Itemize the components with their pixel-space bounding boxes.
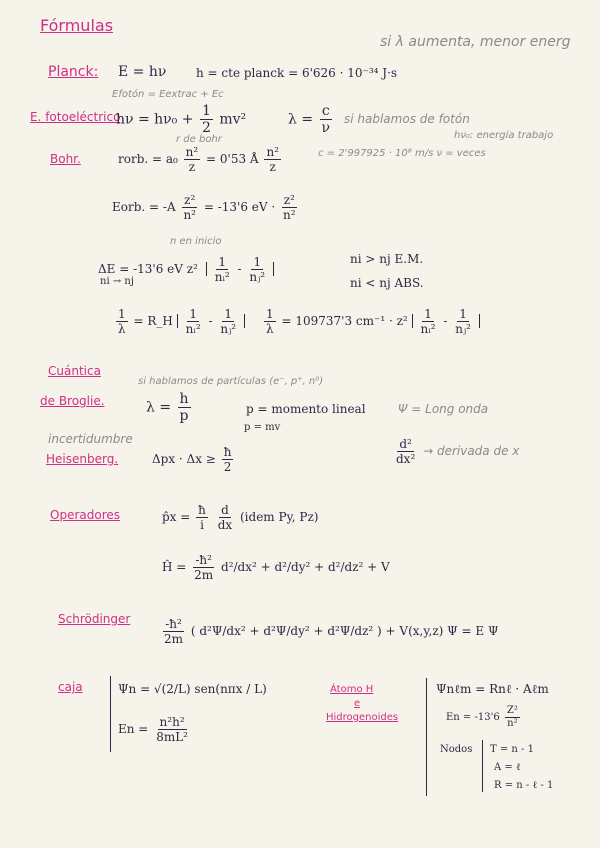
bohr-label: Bohr.: [50, 152, 81, 166]
mv2: mv²: [219, 111, 247, 128]
transition-sub: ni → nj: [100, 276, 134, 287]
page-title: Fórmulas: [40, 16, 114, 35]
ni2-b: nᵢ²: [185, 322, 201, 336]
px-lhs: p̂x =: [162, 510, 191, 524]
momentum-note: p = momento lineal: [246, 402, 366, 416]
deriv-num: d²: [399, 437, 412, 451]
half-den: 2: [201, 120, 211, 136]
nj2-c: nⱼ²: [455, 322, 471, 336]
heisenberg-label: Heisenberg.: [46, 452, 119, 466]
hydrogen-label-2: e: [354, 698, 361, 709]
ni2-a: nᵢ²: [214, 270, 230, 284]
photo-formula: [116, 104, 246, 135]
heis-hbar: ħ: [223, 445, 232, 459]
h-en-den: n²: [507, 718, 518, 729]
ham-laplacian: d²/dx² + d²/dy² + d²/dz²: [221, 560, 364, 574]
lambda-lhs: λ =: [288, 111, 314, 128]
px-dx: dx: [217, 518, 233, 532]
nodes-radial: R = n - ℓ - 1: [494, 780, 554, 791]
nodes-brace: [482, 740, 483, 792]
r-lhs: rorb. = a₀: [118, 152, 178, 166]
work-note: hν₀: energía trabajo: [454, 130, 554, 141]
minus-a: -: [237, 262, 242, 276]
minus-c: -: [443, 314, 448, 328]
inv-den: λ: [118, 322, 126, 336]
h-en-lhs: En = -13'6: [446, 712, 500, 723]
derivative-note: [392, 438, 519, 465]
px-idem: (idem Py, Pz): [240, 510, 319, 524]
rydberg-formula-1: [114, 308, 245, 335]
db-p: p: [179, 408, 189, 424]
planck-formula: E = hν: [118, 64, 167, 80]
schrodinger-label: Schrödinger: [58, 612, 131, 626]
e-den2: n²: [283, 208, 296, 222]
one-e: 1: [424, 307, 432, 321]
e-den: n²: [183, 208, 196, 222]
planck-constant: h = cte planck = 6'626 · 10⁻³⁴ J·s: [196, 66, 398, 80]
deriv-text: → derivada de x: [423, 444, 520, 458]
hydrogen-wavefunction: Ψnℓm = Rnℓ · Aℓm: [436, 682, 549, 696]
quantum-label: Cuántica: [48, 364, 101, 378]
corner-note: si λ aumenta, menor energ: [380, 34, 571, 50]
bohr-pencil-r: r de bohr: [176, 134, 222, 145]
momentum-operator: [162, 504, 318, 531]
heisenberg-formula: [152, 446, 235, 473]
sch-body: ( d²Ψ/dx² + d²Ψ/dy² + d²Ψ/dz² ) + V(x,y,z) Ψ = E Ψ: [190, 624, 499, 638]
hydrogen-label-3: Hidrogenoides: [326, 712, 399, 723]
inv2-num: 1: [266, 307, 274, 321]
r-den2: z: [269, 160, 276, 174]
r-num: n²: [185, 145, 199, 159]
box-en-lhs: En =: [118, 722, 149, 736]
de-lhs: ΔE = -13'6 eV z²: [98, 262, 198, 276]
nj2-a: nⱼ²: [249, 270, 266, 284]
photo-label: E. fotoeléctrico: [30, 110, 121, 124]
nodes-label: Nodos: [440, 744, 473, 755]
bohr-radius-formula: [118, 146, 283, 173]
db-h: h: [179, 391, 189, 407]
photo-pencil-note: Efotón = Eextrac + Ec: [112, 89, 224, 100]
one-b: 1: [253, 255, 262, 269]
schrodinger-equation: [160, 618, 498, 645]
box-en-den: 8mL²: [156, 730, 188, 744]
one-f: 1: [459, 307, 467, 321]
planck-label: Planck:: [48, 64, 99, 80]
h-en-num: Z²: [506, 705, 518, 716]
absorption-note: ni < nj ABS.: [350, 276, 424, 290]
ni2-c: nᵢ²: [420, 322, 436, 336]
rydberg-formula-2: [262, 308, 480, 335]
lambda-num: c: [321, 103, 330, 119]
nj2-b: nⱼ²: [220, 322, 237, 336]
one-d: 1: [224, 307, 233, 321]
ham-num: -ħ²: [195, 553, 212, 567]
one-a: 1: [218, 255, 227, 269]
box-en-num: n²h²: [159, 715, 185, 729]
photo-lhs: hν = hν₀ +: [116, 111, 194, 128]
ryd: = 109737'3 cm⁻¹ · z²: [281, 314, 408, 328]
hydrogen-brace: [426, 678, 427, 796]
px-hbar: ħ: [198, 503, 206, 517]
px-d: d: [221, 503, 229, 517]
inv-num: 1: [118, 307, 126, 321]
px-i: i: [200, 518, 204, 532]
debroglie-formula: [146, 392, 193, 423]
debroglie-pencil: si hablamos de partículas (e⁻, p⁺, n⁰): [138, 376, 324, 387]
ham-v: + V: [367, 560, 390, 574]
half-num: 1: [201, 103, 211, 119]
sch-num: -ħ²: [165, 617, 182, 631]
hydrogen-energy: [446, 706, 522, 729]
db-lambda: λ =: [146, 399, 172, 416]
box-brace: [110, 676, 111, 752]
ham-lhs: Ĥ =: [162, 560, 187, 574]
lambda-formula: [288, 104, 334, 135]
box-wavefunction: Ψn = √(2/L) sen(nπx / L): [118, 682, 267, 696]
deriv-den: dx²: [396, 452, 416, 466]
photon-note: si hablamos de fotón: [344, 112, 470, 126]
emission-note: ni > nj E.M.: [350, 252, 424, 266]
bohr-pencil-n: n en inicio: [170, 236, 222, 247]
e-num: z²: [184, 193, 196, 207]
psi-note: Ψ = Long onda: [398, 402, 489, 416]
c-note: c = 2'997925 · 10⁸ m/s ν = veces: [318, 148, 486, 159]
box-energy: [118, 716, 192, 743]
rh: = R_H: [133, 314, 173, 328]
heis-two: 2: [223, 460, 232, 474]
lambda-den: ν: [321, 120, 331, 136]
r-den: z: [188, 160, 196, 174]
heis-lhs: Δpx · Δx ≥: [152, 452, 216, 466]
e-lhs: Eorb. = -A: [112, 200, 176, 214]
one-c: 1: [189, 307, 197, 321]
nodes-total: T = n - 1: [490, 744, 534, 755]
nodes-angular: A = ℓ: [494, 762, 521, 773]
r-mid: = 0'53 Å: [206, 152, 259, 166]
r-num2: n²: [266, 145, 279, 159]
minus-b: -: [208, 314, 213, 328]
ham-den: 2m: [194, 568, 214, 582]
e-num2: z²: [283, 193, 295, 207]
sch-den: 2m: [164, 632, 184, 646]
p-mv-note: p = mv: [244, 422, 281, 433]
operators-label: Operadores: [50, 508, 120, 522]
bohr-energy-formula: [112, 194, 300, 221]
hamiltonian-operator: [162, 554, 390, 581]
inv2-den: λ: [266, 322, 274, 336]
box-label: caja: [58, 680, 83, 694]
e-mid: = -13'6 eV ·: [203, 200, 276, 214]
uncertainty-pencil: incertidumbre: [48, 432, 133, 446]
debroglie-label: de Broglie.: [40, 394, 105, 408]
hydrogen-label-1: Átomo H: [330, 684, 374, 695]
